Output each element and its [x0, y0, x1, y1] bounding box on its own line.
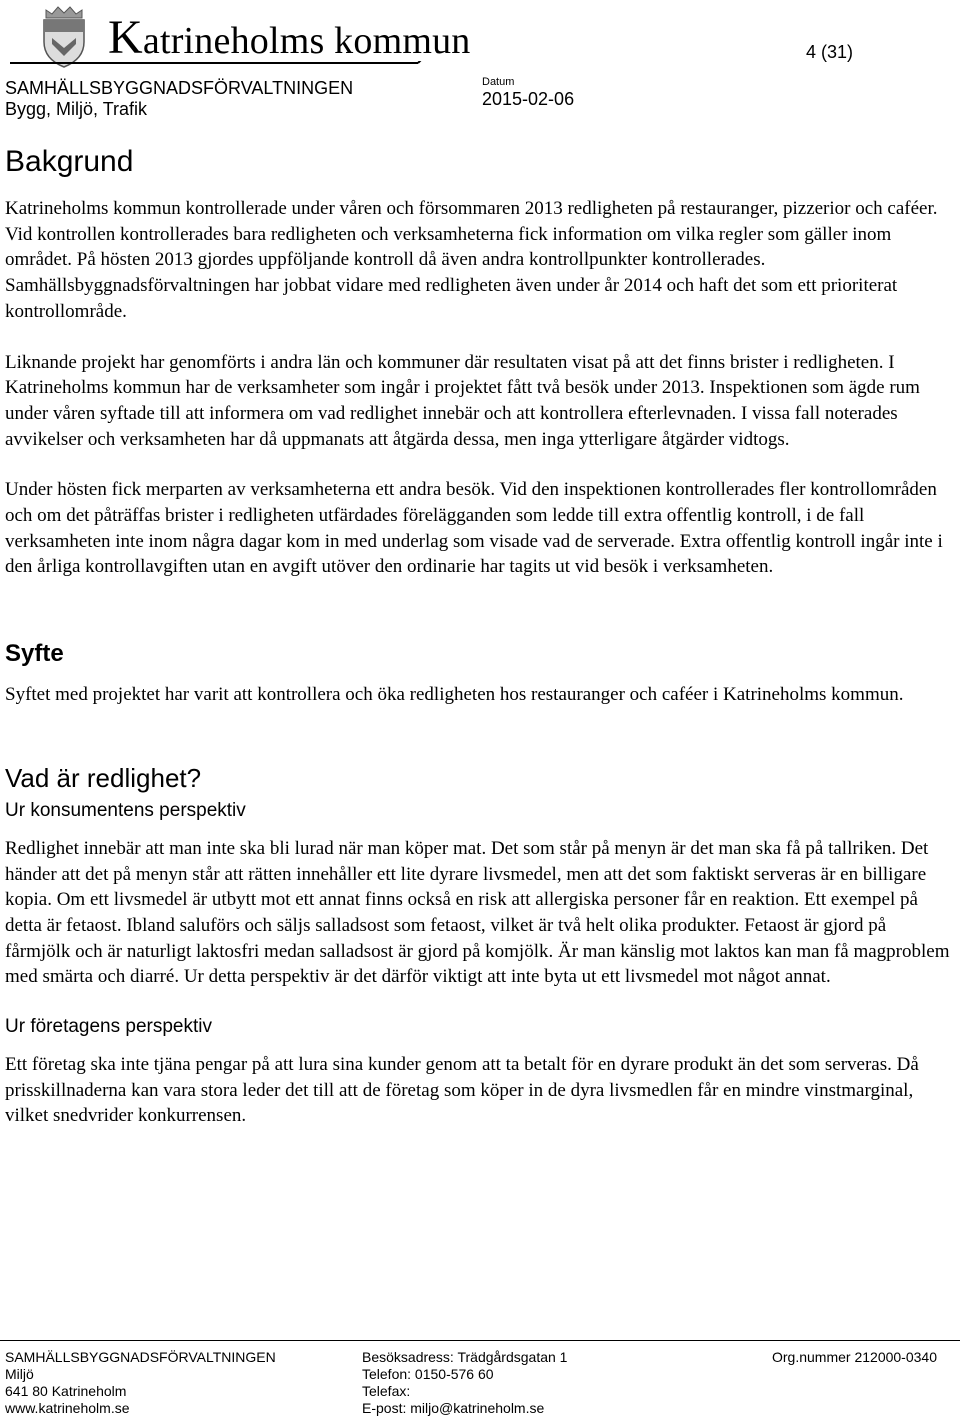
paragraph: Katrineholms kommun kontrollerade under våren och försommaren 2013 redligheten på restauranger, pizzerior och caféer. Vid kontrollen kontrollerades bara redligheten och verksamheterna fick information om vilka regler som gäller inom området. På hösten 2013 gjordes uppföljande kontroll då även andra kontrollpunkter kontrollerades. Samhällsbyggnadsförvaltningen har jobbat vidare med redligheten även under år 2014 och haft det som ett prioriterat kontrollområde. [5, 198, 938, 322]
page-number: 4 (31) [806, 42, 854, 62]
heading-syfte: Syfte [5, 640, 64, 668]
document-body [5, 140, 955, 1129]
unit-name: Bygg, Miljö, Trafik [5, 99, 148, 119]
paragraph: Syftet med projektet har varit att kontrollera och öka redligheten hos restauranger och caféer i Katrineholms kommun. [5, 684, 904, 706]
footer-line: Org.nummer 212000-0340 [772, 1349, 937, 1365]
heading-bakgrund: Bakgrund [5, 145, 134, 178]
municipality-wordmark: Katrineholms kommun [108, 11, 471, 64]
department-name: SAMHÄLLSBYGGNADSFÖRVALTNINGEN [5, 78, 354, 98]
footer-line: Besöksadress: Trädgårdsgatan 1 [362, 1349, 568, 1365]
paragraph: Redlighet innebär att man inte ska bli lurad när man köper mat. Det som står på menyn är det man ska få på tallriken. Det händer att det på menyn står att rätten innehåller ett lite dyrare livsmedel, men att det som faktiskt serveras är en billigare kopia. Om ett livsmedel är utbytt mot ett annat finns också en risk att allergiska personer får en reaktion. Ett exempel på detta är fetaost. Ibland saluförs och säljs salladsost som fetaost, vilket är två helt olika produkter. Fetaost är gjord på fårmjölk och är naturligt laktosfri medan salladsost är gjord på komjölk. Är man känslig mot laktos kan man få magproblem med smärta och diarré. Ur detta perspektiv är det därför viktigt att inte byta ut ett livsmedel mot något annat. [5, 837, 950, 988]
footer-line: Telefon: 0150-576 60 [362, 1366, 494, 1382]
date-label: Datum [482, 76, 515, 88]
footer-line: Telefax: [362, 1383, 411, 1399]
footer-line: Miljö [5, 1366, 34, 1382]
subheading-foretag: Ur företagens perspektiv [5, 1016, 212, 1038]
footer-line: SAMHÄLLSBYGGNADSFÖRVALTNINGEN [5, 1349, 276, 1365]
date-value: 2015-02-06 [482, 89, 575, 109]
footer-website-link[interactable]: www.katrineholm.se [5, 1400, 130, 1416]
heading-vad-ar-redlighet: Vad är redlighet? [5, 762, 202, 793]
footer-contact-column [362, 1349, 567, 1417]
paragraph: Under hösten fick merparten av verksamheterna ett andra besök. Vid den inspektionen kontrollerades fler kontrollområden och om det påträffas brister i redligheten utfärdades förelägganden som ledde till extra offentlig kontroll, i de fall verksamheten inte inom några dagar kom in med underlag som visade vad de serverade. Extra offentlig kontroll ingår inte i den årliga kontrollavgiften utan en avgift utöver den ordinarie har tagits ut vid besök i verksamheten. [5, 479, 943, 578]
coat-of-arms-icon [38, 4, 90, 68]
paragraph: Liknande projekt har genomförts i andra län och kommuner där resultaten visat på att det finns brister i redligheten. I Katrineholms kommun har de verksamheter som ingår i projektet fått två besök under 2013. Inspektionen som ägde rum under våren syftade till att informera om vad redlighet innebär och att kontrollera efterlevnaden. I vissa fall noterades avvikelser och verksamheten har då uppmanats att åtgärda dessa, men inga ytterligare åtgärder vidtogs. [5, 351, 920, 450]
footer-orgnr-column [772, 1349, 937, 1366]
paragraph: Ett företag ska inte tjäna pengar på att lura sina kunder genom att ta betalt för en dyrare produkt än det som serveras. Då prisskillnaderna kan vara stora leder det till att de företag som köper in de dyra livsmedlen får en mindre vinstmarginal, vilket snedvrider konkurrensen. [5, 1054, 919, 1127]
footer-org-column [5, 1349, 276, 1417]
footer-email-link[interactable]: E-post: miljo@katrineholm.se [362, 1400, 545, 1416]
footer-divider [0, 1340, 960, 1341]
subheading-konsument: Ur konsumentens perspektiv [5, 799, 246, 821]
footer-line: 641 80 Katrineholm [5, 1383, 127, 1399]
